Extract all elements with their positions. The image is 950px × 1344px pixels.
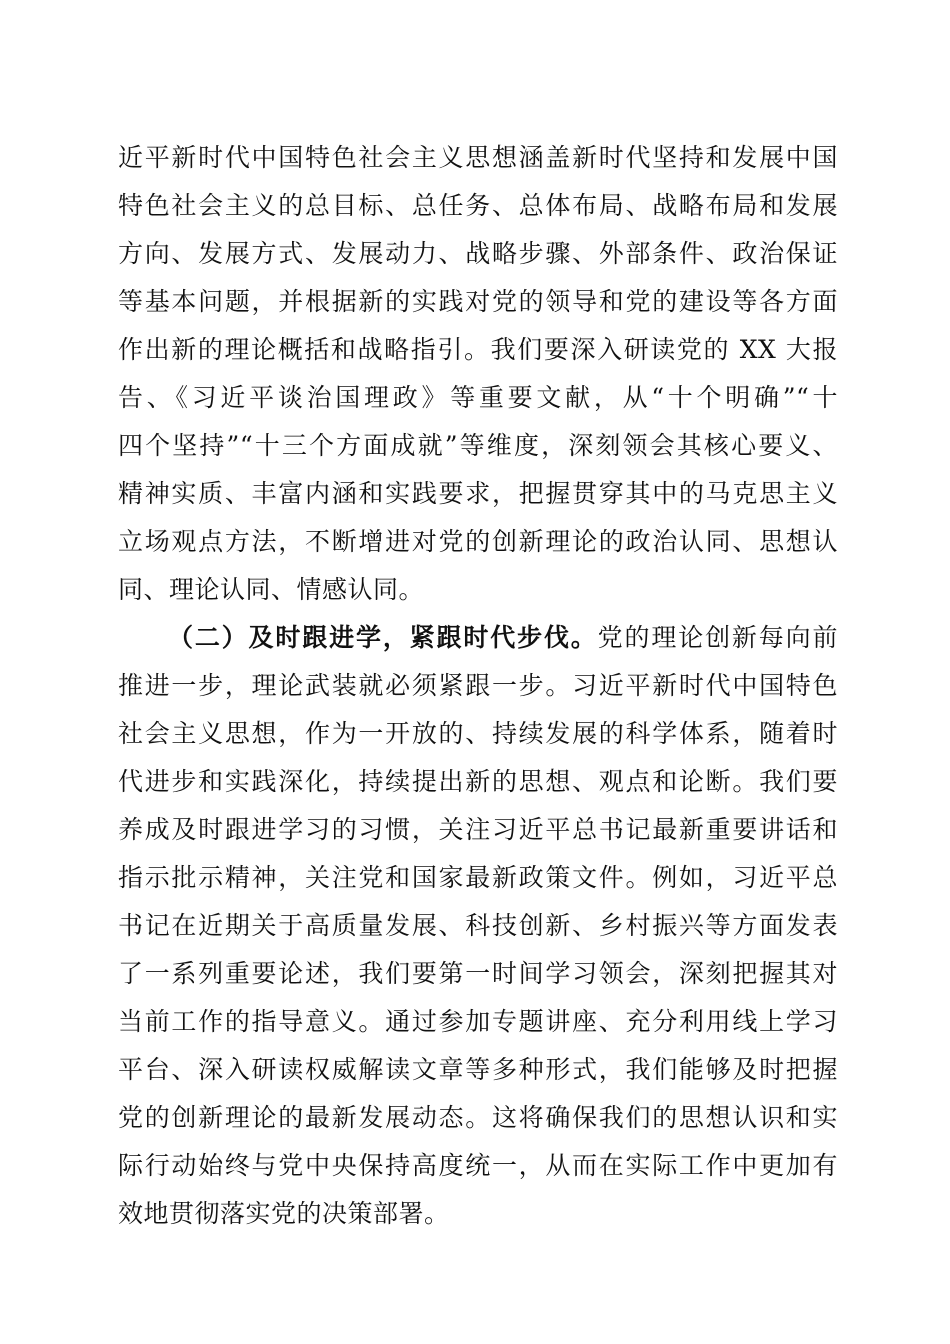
paragraph-2-line-12: 际行动始终与党中央保持高度统一，从而在实际工作中更加有 (118, 1151, 838, 1180)
paragraph-2-line-8: 了一系列重要论述，我们要第一时间学习领会，深刻把握其对 (118, 959, 838, 988)
paragraph-2-line-2: 推进一步，理论武装就必须紧跟一步。习近平新时代中国特色 (118, 671, 838, 700)
paragraph-1-line-2: 特色社会主义的总目标、总任务、总体布局、战略布局和发展 (118, 191, 838, 220)
paragraph-2-line-13: 效地贯彻落实党的决策部署。 (118, 1199, 450, 1228)
paragraph-2-line-7: 书记在近期关于高质量发展、科技创新、乡村振兴等方面发表 (118, 911, 838, 940)
paragraph-1-line-4: 等基本问题，并根据新的实践对党的领导和党的建设等各方面 (118, 287, 838, 316)
paragraph-2-line-3: 社会主义思想，作为一开放的、持续发展的科学体系，随着时 (118, 719, 838, 748)
paragraph-1-line-8: 精神实质、丰富内涵和实践要求，把握贯穿其中的马克思主义 (118, 479, 838, 508)
paragraph-2-first-line (168, 618, 838, 658)
paragraph-2-first-line-text: 党的理论创新每向前 (597, 623, 838, 652)
section-heading: （二）及时跟进学，紧跟时代步伐。 (168, 623, 598, 652)
paragraph-1-line-3: 方向、发展方式、发展动力、战略步骤、外部条件、政治保证 (118, 239, 838, 268)
paragraph-1-line-9: 立场观点方法，不断增进对党的创新理论的政治认同、思想认 (118, 527, 838, 556)
paragraph-2-line-6: 指示批示精神，关注党和国家最新政策文件。例如，习近平总 (118, 863, 838, 892)
paragraph-1-line-10: 同、理论认同、情感认同。 (118, 575, 425, 604)
paragraph-1-line-7: 四个坚持”“十三个方面成就”等维度，深刻领会其核心要义、 (118, 431, 838, 460)
paragraph-2-line-5: 养成及时跟进学习的习惯，关注习近平总书记最新重要讲话和 (118, 815, 838, 844)
paragraph-2-line-11: 党的创新理论的最新发展动态。这将确保我们的思想认识和实 (118, 1103, 838, 1132)
paragraph-2-line-9: 当前工作的指导意义。通过参加专题讲座、充分利用线上学习 (118, 1007, 838, 1036)
paragraph-1-line-5: 作出新的理论概括和战略指引。我们要深入研读党的 XX 大报 (118, 335, 838, 364)
paragraph-2-line-10: 平台、深入研读权威解读文章等多种形式，我们能够及时把握 (118, 1055, 838, 1084)
paragraph-1-line-6: 告、《习近平谈治国理政》等重要文献，从“十个明确”“十 (118, 383, 838, 412)
paragraph-1-line-1: 近平新时代中国特色社会主义思想涵盖新时代坚持和发展中国 (118, 143, 838, 172)
paragraph-2-line-4: 代进步和实践深化，持续提出新的思想、观点和论断。我们要 (118, 767, 838, 796)
